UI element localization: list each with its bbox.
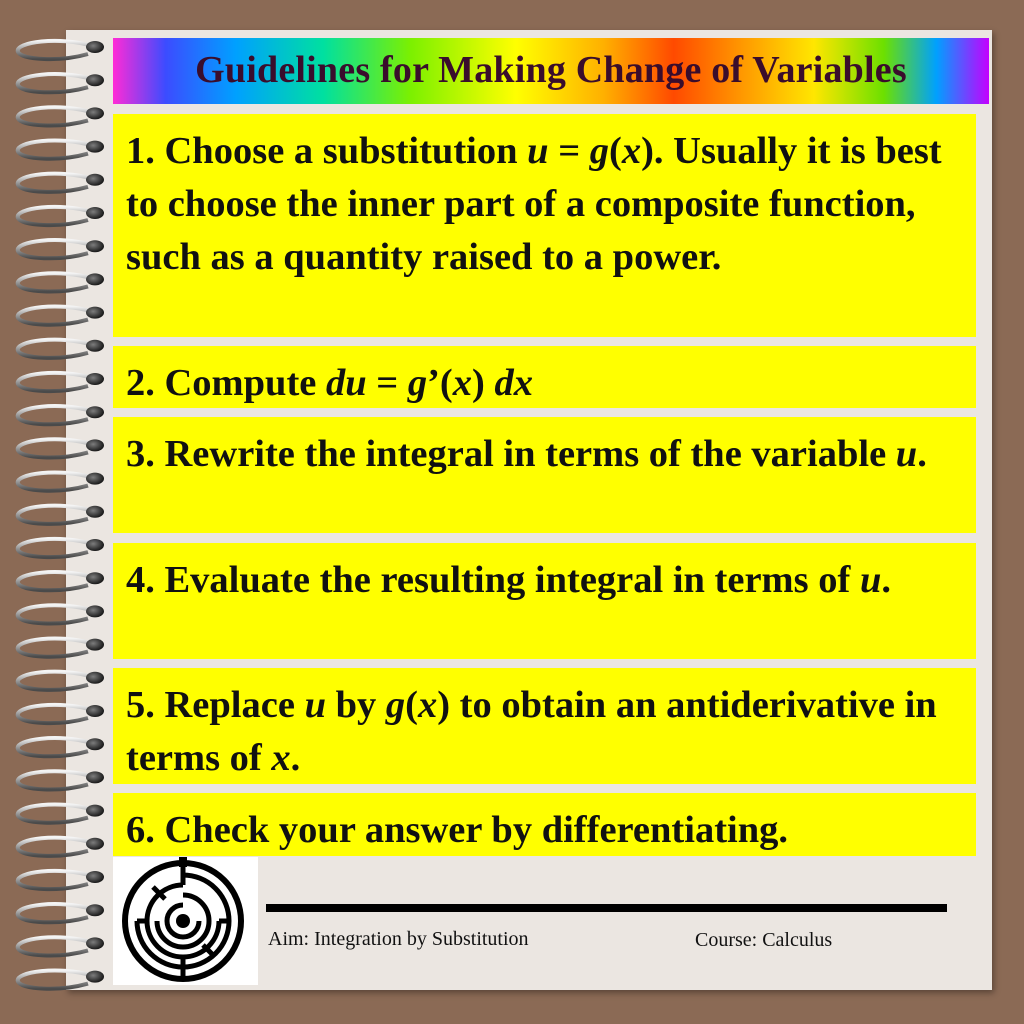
binding-hole [86,406,104,418]
binding-hole [86,74,104,86]
spiral-coil [18,672,92,690]
step-3 [113,417,976,533]
footer-divider [266,904,947,912]
binding-hole [86,340,104,352]
spiral-coil [18,705,92,723]
spiral-coil [18,107,92,125]
spiral-coil [18,937,92,955]
binding-hole [86,771,104,783]
math-variable: u [304,684,326,726]
spiral-coil [18,41,92,59]
binding-hole [86,207,104,219]
math-variable: x [452,362,473,404]
math-variable: x [417,684,438,726]
step-text: 4. Evaluate the resulting integral in terms of [126,559,860,601]
math-variable: u [895,433,918,475]
step-text: 2. Compute [126,362,326,404]
step-text: 5. Replace [126,684,305,726]
math-variable: dx [494,362,533,404]
binding-hole [86,41,104,53]
binding-hole [86,141,104,153]
binding-hole [86,871,104,883]
spiral-coil [18,804,92,822]
binding-hole [86,904,104,916]
spiral-coil [18,406,92,424]
math-variable: x [271,737,291,779]
binding-hole [86,273,104,285]
step-text: 6. Check your answer by differentiating. [126,809,789,851]
course-label: Course: Calculus [695,929,833,951]
step-text: 3. Rewrite the integral in terms of the variable [126,433,896,475]
spiral-coil [18,904,92,922]
spiral-coil [18,373,92,391]
math-variable: u [859,559,882,601]
binding-hole [86,705,104,717]
binding-hole [86,506,104,518]
binding-hole [86,838,104,850]
spiral-coil [18,638,92,656]
spiral-coil [18,207,92,225]
binding-hole [86,373,104,385]
step-2 [113,346,976,408]
spiral-coil [18,240,92,258]
binding-hole [86,107,104,119]
binding-hole [86,240,104,252]
math-variable: u [527,130,549,172]
spiral-binding-icon [0,0,120,1024]
page-title: Guidelines for Making Change of Variables [195,49,907,91]
math-variable: du [325,362,367,404]
spiral-coil [18,838,92,856]
step-text: ( [609,130,622,172]
spiral-coil [18,572,92,590]
spiral-coil [18,140,92,158]
step-4 [113,543,976,659]
binding-hole [86,805,104,817]
binding-hole [86,174,104,186]
step-text: ’( [427,362,453,404]
math-variable: g [589,130,610,172]
binding-hole [86,605,104,617]
step-5 [113,668,976,784]
spiral-coil [18,273,92,291]
spiral-coil [18,74,92,92]
binding-hole [86,672,104,684]
aim-label: Aim: Integration by Substitution [268,928,529,950]
step-text: ( [405,684,418,726]
spiral-coil [18,871,92,889]
spiral-coil [18,439,92,457]
step-text: . [917,433,927,475]
binding-hole [86,572,104,584]
step-6 [113,793,976,856]
step-text: = [548,130,590,172]
spiral-coil [18,605,92,623]
spiral-coil [18,472,92,490]
step-text: ) to obtain an antiderivative in terms of [126,684,937,779]
spiral-coil [18,506,92,524]
binding-hole [86,439,104,451]
binding-hole [86,971,104,983]
math-variable: g [385,684,406,726]
step-text: 1. Choose a substitution [126,130,528,172]
binding-hole [86,539,104,551]
math-variable: g [407,362,428,404]
binding-hole [86,307,104,319]
step-text: ) [472,362,495,404]
title-banner [113,38,989,104]
spiral-coil [18,771,92,789]
spiral-coil [18,539,92,557]
step-text: . [290,737,301,779]
binding-hole [86,473,104,485]
labyrinth-logo-icon [113,857,258,985]
step-text: by [325,684,386,726]
spiral-coil [18,340,92,358]
binding-hole [86,639,104,651]
step-1 [113,114,976,337]
math-variable: x [621,130,642,172]
binding-hole [86,937,104,949]
step-text: ). Usually it is best to choose the inner part of a composite function, such as a quantity raised to a power. [126,130,942,278]
binding-hole [86,738,104,750]
step-text: . [881,559,891,601]
step-text: = [366,362,408,404]
spiral-coil [18,174,92,192]
spiral-coil [18,306,92,324]
spiral-coil [18,738,92,756]
spiral-coil [18,970,92,988]
